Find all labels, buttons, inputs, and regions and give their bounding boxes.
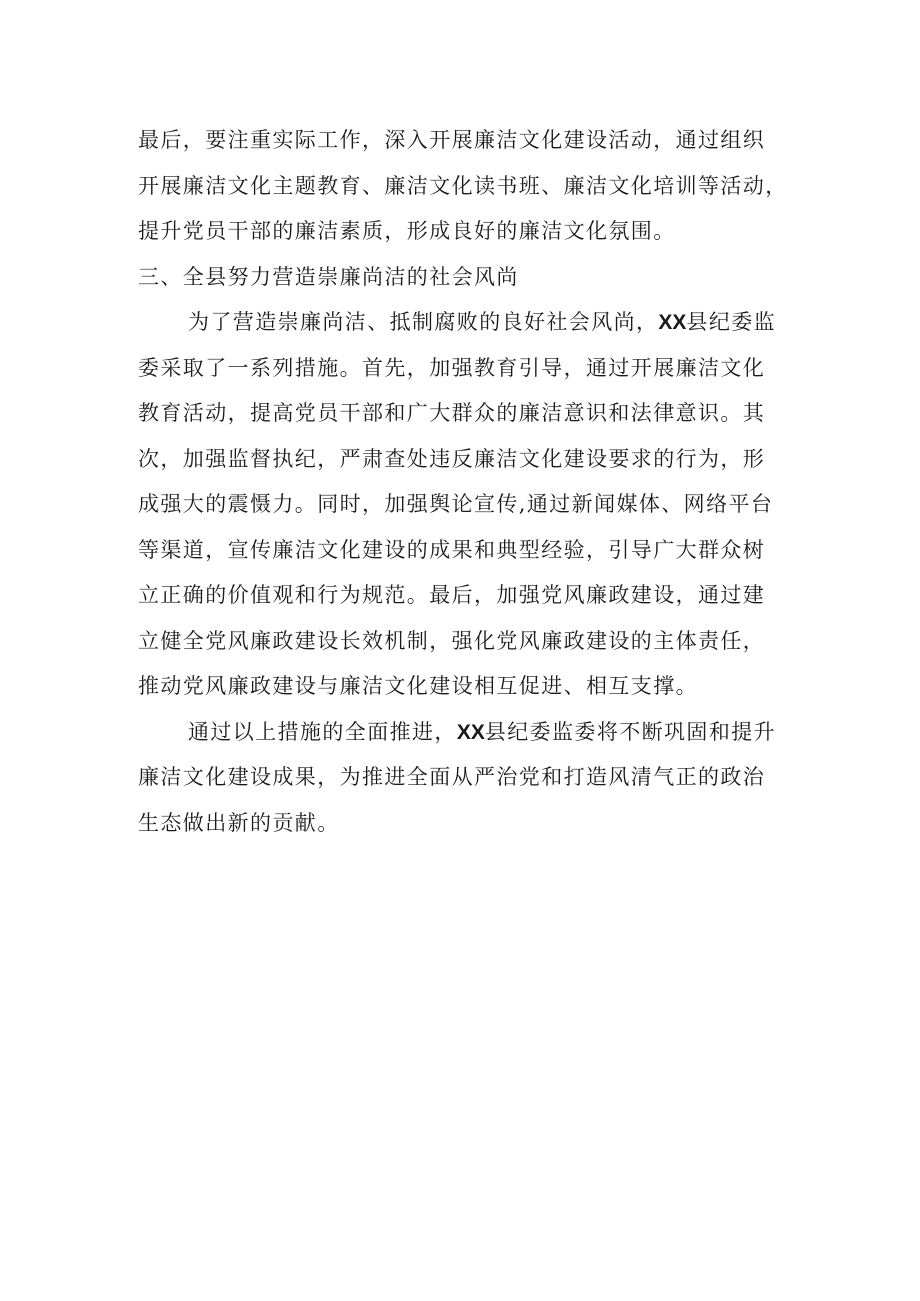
county-placeholder: XX: [658, 311, 687, 334]
text-line: 推动党风廉政建设与廉洁文化建设相互促进、相互支撑。: [138, 674, 698, 698]
text-segment: 为了营造崇廉尚洁、抵制腐败的良好社会风尚，: [188, 310, 659, 334]
text-line: 提升党员干部的廉洁素质，形成良好的廉洁文化氛围。: [138, 219, 676, 243]
paragraph-closing-measures: [138, 118, 798, 255]
text-line: 次，加强监督执纪，严肃查处违反廉洁文化建设要求的行为，形: [138, 446, 766, 471]
text-segment: 县纪委监: [686, 310, 777, 334]
text-line: 等渠道，宣传廉洁文化建设的成果和典型经验，引导广大群众树: [138, 537, 766, 562]
text-line: 廉洁文化建设成果，为推进全面从严治党和打造风清气正的政治: [138, 765, 766, 789]
text-line: 委采取了一系列措施。首先，加强教育引导，通过开展廉洁文化: [138, 355, 766, 380]
text-line: 立正确的价值观和行为规范。最后，加强党风廉政建设，通过建: [138, 583, 766, 607]
county-placeholder: XX: [456, 720, 485, 744]
text-segment: 通过以上措施的全面推进，: [188, 719, 457, 744]
text-line: 最后，要注重实际工作，深入开展廉洁文化建设活动，通过组织: [138, 128, 766, 152]
heading-text: 三、全县努力营造崇廉尚洁的社会风尚: [138, 264, 519, 289]
text-line: 生态做出新的贡献。: [138, 810, 340, 835]
document-body: [138, 118, 798, 846]
text-line: 开展廉洁文化主题教育、廉洁文化读书班、廉洁文化培训等活动，: [138, 173, 788, 198]
section-heading-3: [138, 255, 798, 301]
text-line-first: [138, 300, 798, 346]
text-line: 教育活动，提高党员干部和广大群众的廉洁意识和法律意识。其: [138, 401, 766, 425]
paragraph-conclusion: [138, 710, 798, 847]
text-line: 成强大的震慑力。同时，加强舆论宣传,通过新闻媒体、网络平台: [138, 492, 774, 516]
text-line-first: [138, 710, 798, 756]
paragraph-social-measures: [138, 300, 798, 710]
text-line: 立健全党风廉政建设长效机制，强化党风廉政建设的主体责任，: [138, 628, 766, 653]
text-segment: 县纪委监委将不断巩固和提升: [484, 719, 777, 744]
